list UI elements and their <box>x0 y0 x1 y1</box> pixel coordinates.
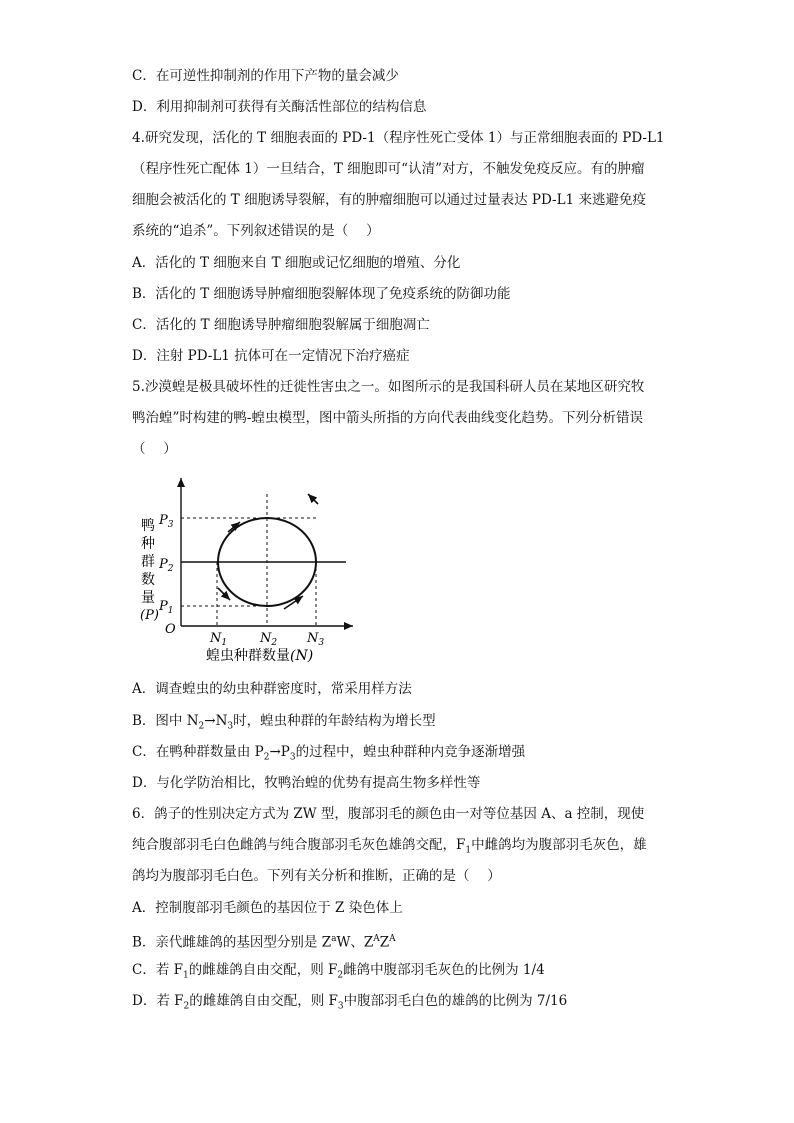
question-6-line: 纯合腹部羽毛白色雌鸽与纯合腹部羽毛灰色雄鸽交配，$F_1$中雌鸽均为腹部羽毛灰色，雄 <box>132 837 647 856</box>
text-line: C．在可逆性抑制剂的作用下产物的量会减少 <box>132 68 399 84</box>
y-axis-label-unit: (P) <box>140 608 159 623</box>
option-c: C．活化的 T 细胞诱导肿瘤细胞裂解属于细胞凋亡 <box>132 317 430 333</box>
y-axis-label-char: 群 <box>141 554 155 570</box>
n1-label: $N_1$ <box>210 631 228 648</box>
y-axis-label-char: 数 <box>141 572 155 588</box>
n2-label: $N_2$ <box>260 631 278 648</box>
q5-option-c: C．在鸭种群数量由 $P_2\to P_3$的过程中，蝗虫种群种内竞争逐渐增强 <box>132 744 526 763</box>
question-4-line: 4.研究发现，活化的 T 细胞表面的 PD-1（程序性死亡受体 1）与正常细胞表面的 PD-L1 <box>132 130 665 146</box>
option-b: B．活化的 T 细胞诱导肿瘤细胞裂解体现了免疫系统的防御功能 <box>132 286 511 302</box>
question-4-line: 系统的“追杀”。下列叙述错误的是（ ） <box>132 223 380 239</box>
p2-label: $P_2$ <box>159 557 174 574</box>
question-6-line: 6．鸽子的性别决定方式为 ZW 型，腹部羽毛的颜色由一对等位基因 A、a 控制，现使 <box>132 806 645 822</box>
option-d: D．注射 PD-L1 抗体可在一定情况下治疗癌症 <box>132 348 410 364</box>
q6-option-a: A．控制腹部羽毛颜色的基因位于 Z 染色体上 <box>132 900 403 916</box>
n3-label: $N_3$ <box>307 631 325 648</box>
q6-option-d: D．若 $F_2$的雌雄鸽自由交配，则 $F_3$中腹部羽毛白色的雄鸽的比例为 7/16 <box>132 993 568 1012</box>
q5-option-d: D．与化学防治相比，牧鸭治蝗的优势有提高生物多样性等 <box>132 775 481 791</box>
origin-label: O <box>165 622 176 637</box>
question-5-line: （ ） <box>132 441 177 457</box>
question-5-line: 鸭治蝗”时构建的鸭-蝗虫模型，图中箭头所指的方向代表曲线变化趋势。下列分析错误 <box>132 410 643 426</box>
y-axis-label-char: 量 <box>141 590 155 606</box>
option-a: A．活化的 T 细胞来自 T 细胞或记忆细胞的增殖、分化 <box>132 255 461 271</box>
q5-option-b: B．图中 $N_2\to N_3$时，蝗虫种群的年龄结构为增长型 <box>132 713 436 732</box>
question-4-line: （程序性死亡配体 1）一旦结合，T 细胞即可“认清”对方，不触发免疫反应。有的肿瘤 <box>132 161 645 177</box>
q5-option-a: A．调查蝗虫的幼虫种群密度时，常采用样方法 <box>132 681 412 697</box>
x-axis-label: 蝗虫种群数量(N) <box>206 648 314 664</box>
question-6-line: 鸽均为腹部羽毛白色。下列有关分析和推断，正确的是（ ） <box>132 868 501 884</box>
trend-arrow <box>308 494 318 504</box>
duck-locust-model-figure <box>128 470 368 670</box>
p3-label: $P_3$ <box>159 513 174 530</box>
y-axis-label-char: 鸭 <box>141 518 155 534</box>
text-line: D．利用抑制剂可获得有关酶活性部位的结构信息 <box>132 99 427 115</box>
p1-label: $P_1$ <box>159 599 174 616</box>
y-axis-label-char: 种 <box>141 536 155 552</box>
question-5-line: 5.沙漠蝗是极具破坏性的迁徙性害虫之一。如图所示的是我国科研人员在某地区研究牧 <box>132 379 645 395</box>
question-4-line: 细胞会被活化的 T 细胞诱导裂解，有的肿瘤细胞可以通过过量表达 PD-L1 来逃避免疫 <box>132 192 646 208</box>
q6-option-c: C．若 $F_1$的雌雄鸽自由交配，则 $F_2$雌鸽中腹部羽毛灰色的比例为 1/4 <box>132 962 545 981</box>
q6-option-b: B．亲代雌雄鸽的基因型分别是 $Z^aW$、$Z^AZ^A$ <box>132 934 396 951</box>
